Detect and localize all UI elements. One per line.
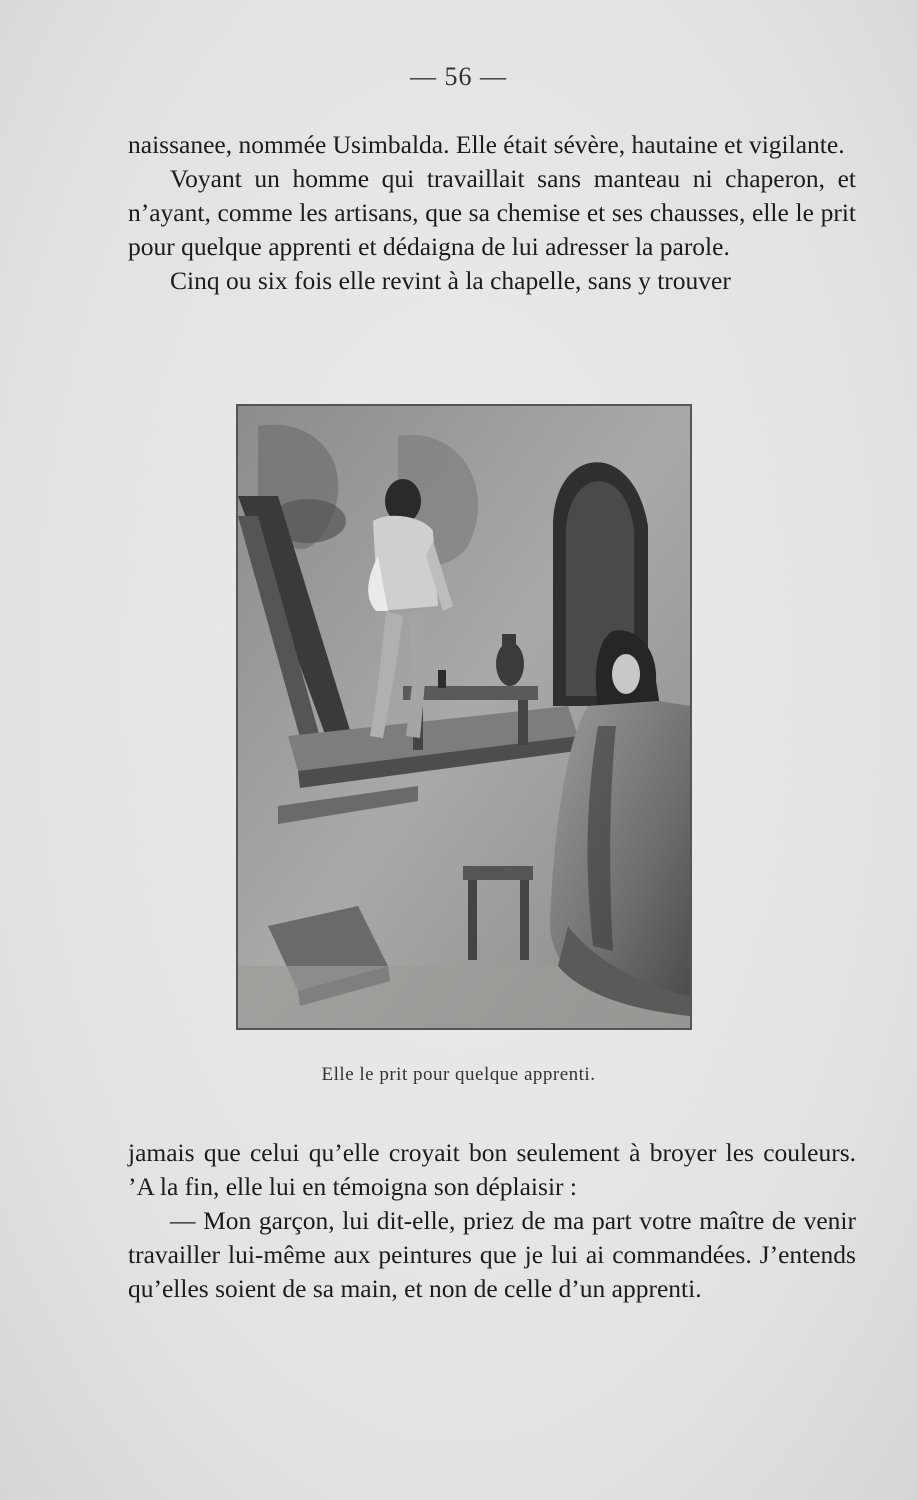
bottom-text-block [128, 1136, 856, 1306]
top-text-block [128, 128, 856, 298]
illustration [236, 404, 692, 1030]
paragraph: — Mon garçon, lui dit-elle, priez de ma part votre maître de venir travailler lui-même aux peintures que je lui ai commandées. J’entends qu’elles soient de sa main, et non de celle d’un apprenti. [128, 1206, 856, 1303]
paragraph: naissanee, nommée Usimbalda. Elle était sévère, hautaine et vigilante. [128, 130, 845, 159]
engraving-image [238, 406, 690, 1028]
paragraph: jamais que celui qu’elle croyait bon seulement à broyer les couleurs. ’A la fin, elle lui en témoigna son déplaisir : [128, 1138, 856, 1201]
illustration-caption: Elle le prit pour quelque apprenti. [321, 1064, 596, 1085]
paragraph: Cinq ou six fois elle revint à la chapelle, sans y trouver [170, 266, 731, 295]
page-number: — 56 — [410, 62, 507, 91]
paragraph: Voyant un homme qui travaillait sans manteau ni chaperon, et n’ayant, comme les artisans, que sa chemise et ses chausses, elle le prit pour quelque apprenti et dédaigna de lui adresser la parole. [128, 164, 856, 261]
